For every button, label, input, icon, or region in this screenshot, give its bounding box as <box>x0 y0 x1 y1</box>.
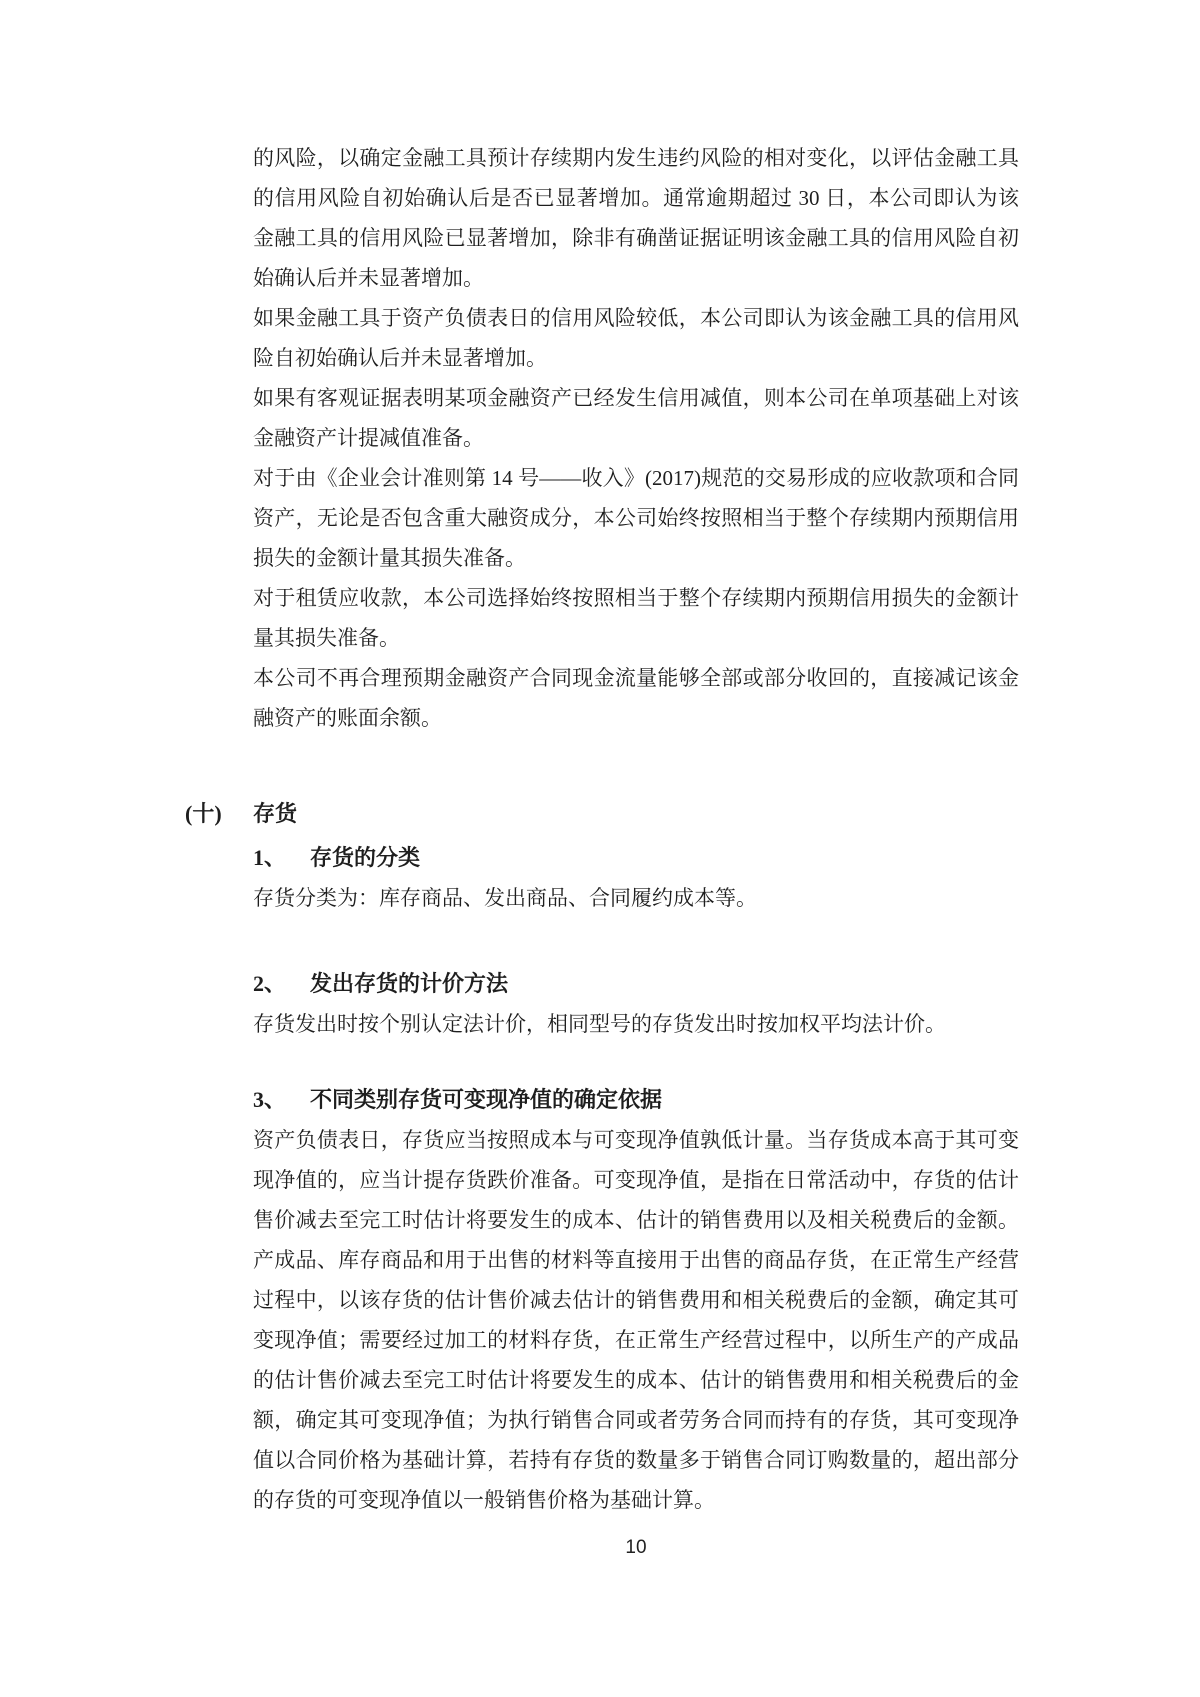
paragraph-objective-evidence: 如果有客观证据表明某项金融资产已经发生信用减值，则本公司在单项基础上对该金融资产计提减值准备。 <box>253 386 1019 450</box>
page-number: 10 <box>625 1537 647 1558</box>
paragraph-write-off: 本公司不再合理预期金融资产合同现金流量能够全部或部分收回的，直接减记该金融资产的账面余额。 <box>253 666 1019 730</box>
subsection-number: 3、 <box>253 1087 287 1112</box>
subsection-net-realizable-value <box>253 1080 1019 1520</box>
subsection-title: 存货的分类 <box>310 845 421 870</box>
subsection-inventory-valuation-method <box>253 964 1019 1044</box>
section-title: 存货 <box>253 801 298 826</box>
section-label: (十) <box>185 801 222 826</box>
subsection-heading <box>253 1080 1019 1120</box>
subsection-heading <box>253 838 1019 878</box>
paragraph-revenue-standard: 对于由《企业会计准则第 14 号——收入》(2017)规范的交易形成的应收款项和合同资产，无论是否包含重大融资成分，本公司始终按照相当于整个存续期内预期信用损失的金额计量其损失准备。 <box>253 466 1019 570</box>
intro-paragraphs <box>253 138 1019 738</box>
document-body <box>185 0 1020 1560</box>
subsection-title: 发出存货的计价方法 <box>310 971 509 996</box>
subsection-number: 1、 <box>253 845 287 870</box>
subsection-body: 存货分类为：库存商品、发出商品、合同履约成本等。 <box>253 886 757 910</box>
subsection-body: 资产负债表日，存货应当按照成本与可变现净值孰低计量。当存货成本高于其可变现净值的，应当计提存货跌价准备。可变现净值，是指在日常活动中，存货的估计售价减去至完工时估计将要发生的成本、估计的销售费用以及相关税费后的金额。产成品、库存商品和用于出售的材料等直接用于出售的商品存货，在正常生产经营过程中，以该存货的估计售价减去估计的销售费用和相关税费后的金额，确定其可变现净值；需要经过加工的材料存货，在正常生产经营过程中，以所生产的产成品的估计售价减去至完工时估计将要发生的成本、估计的销售费用和相关税费后的金额，确定其可变现净值；为执行销售合同或者劳务合同而持有的存货，其可变现净值以合同价格为基础计算，若持有存货的数量多于销售合同订购数量的，超出部分的存货的可变现净值以一般销售价格为基础计算。 <box>253 1128 1019 1512</box>
paragraph-low-credit-risk: 如果金融工具于资产负债表日的信用风险较低，本公司即认为该金融工具的信用风险自初始确认后并未显著增加。 <box>253 306 1019 370</box>
subsection-body: 存货发出时按个别认定法计价，相同型号的存货发出时按加权平均法计价。 <box>253 1012 946 1036</box>
section-heading-inventory <box>185 794 1020 834</box>
subsection-number: 2、 <box>253 971 287 996</box>
subsection-heading <box>253 964 1019 1004</box>
subsection-title: 不同类别存货可变现净值的确定依据 <box>310 1087 663 1112</box>
paragraph-lease-receivables: 对于租赁应收款，本公司选择始终按照相当于整个存续期内预期信用损失的金额计量其损失准备。 <box>253 586 1019 650</box>
subsection-inventory-classification <box>253 838 1019 918</box>
paragraph-credit-risk-change: 的风险，以确定金融工具预计存续期内发生违约风险的相对变化，以评估金融工具的信用风险自初始确认后是否已显著增加。通常逾期超过 30 日，本公司即认为该金融工具的信用风险已显著增加，除非有确凿证据证明该金融工具的信用风险自初始确认后并未显著增加。 <box>253 146 1019 290</box>
